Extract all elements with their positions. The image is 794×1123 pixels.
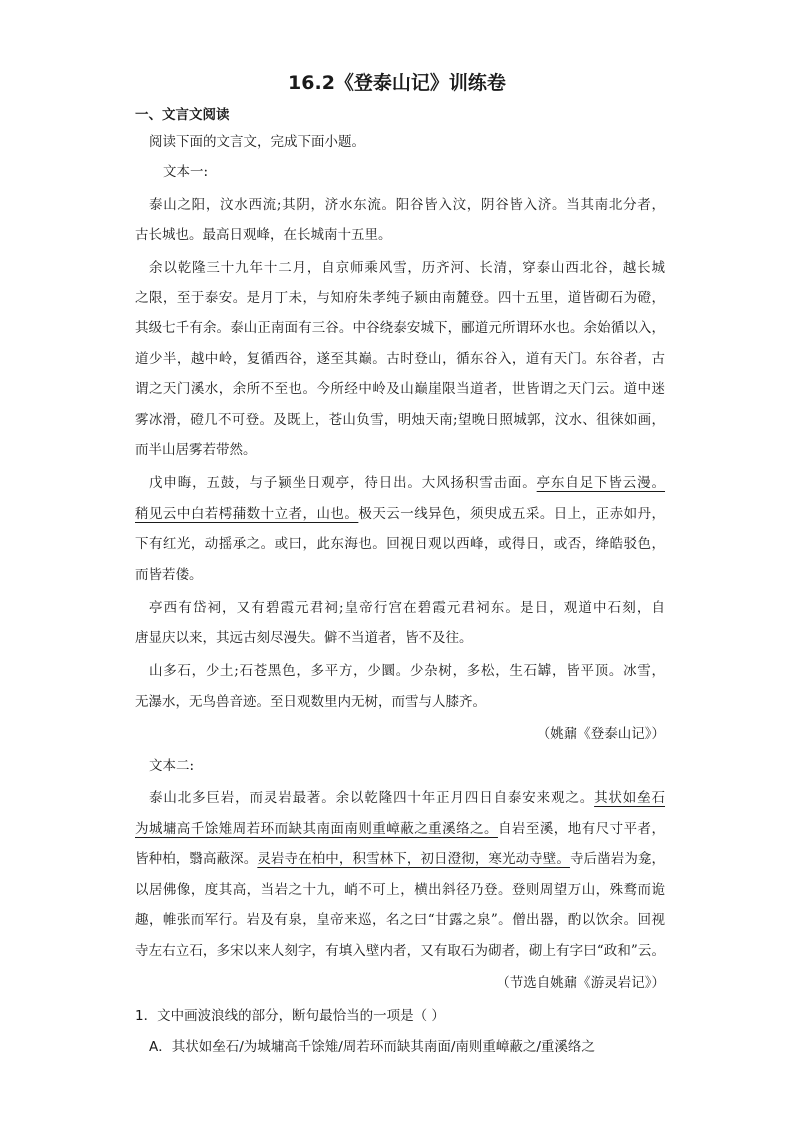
text1-line: 亭西有岱祠，又有碧霞元君祠;皇帝行宫在碧霞元君祠东。是日，观道中石刻，自	[149, 600, 665, 616]
text2-source: （节选自姚鼐《游灵岩记》）	[496, 975, 665, 991]
question-1-stem: 1．文中画波浪线的部分，断句最恰当的一项是（ ）	[135, 1008, 445, 1024]
text1-line: 戊申晦，五鼓，与子颍坐日观亭，待日出。大风扬积雪击面。亭东自足下皆云漫。	[149, 475, 666, 491]
text2-line: 为城墉高千馀雉周若环而缺其南面南则重嶂蔽之重溪络之。自岩至溪，地有尺寸平者，	[135, 821, 666, 837]
underlined-passage: 为城墉高千馀雉周若环而缺其南面南则重嶂蔽之重溪络之。	[135, 821, 498, 837]
underlined-passage: 亭东自足下皆云漫。	[536, 475, 666, 491]
text1-line: 稍见云中白若樗蒱数十立者，山也。极天云一线异色，须臾成五采。日上，正赤如丹，	[135, 506, 666, 522]
text1-line: 余以乾隆三十九年十二月，自京师乘风雪，历齐河、长清，穿泰山西北谷，越长城	[149, 260, 665, 276]
text2-line: 泰山北多巨岩，而灵岩最著。余以乾隆四十年正月四日自泰安来观之。其状如垒石	[149, 790, 666, 806]
text1-line: 谓之天门溪水，余所不至也。今所经中岭及山巅崖限当道者，世皆谓之天门云。道中迷	[135, 381, 665, 397]
text1-line: 雾冰滑，磴几不可登。及既上，苍山负雪，明烛天南;望晚日照城郭，汶水、徂徕如画，	[135, 412, 665, 428]
underlined-passage: 灵岩寺在柏中，积雪林下，初日澄彻，寒光动寺壁。	[257, 851, 570, 867]
text2-line: 趣，帷张而军行。岩及有泉，皇帝来巡，名之曰“甘露之泉”。僧出器，酌以饮余。回视	[135, 912, 665, 928]
text2-line: 寺左右立石，多宋以来人刻字，有填入壁内者，又有取石为砌者，砌上有字曰“政和”云。	[135, 943, 665, 959]
text1-line: 而皆若偻。	[135, 567, 203, 583]
underlined-passage: 其状如垒石	[594, 790, 666, 806]
text1-line: 古长城也。最高日观峰，在长城南十五里。	[135, 227, 392, 243]
text1-line: 泰山之阳，汶水西流;其阴，济水东流。阳谷皆入汶，阴谷皆入济。当其南北分者，	[149, 197, 665, 213]
text1-source: （姚鼐《登泰山记》）	[536, 726, 665, 742]
text1-line: 山多石，少土;石苍黑色，多平方，少圜。少杂树，多松，生石罅，皆平顶。冰雪，	[149, 663, 665, 679]
underlined-passage: 稍见云中白若樗蒱数十立者，山也。	[135, 506, 359, 522]
text1-line: 道少半，越中岭，复循西谷，遂至其巅。古时登山，循东谷入，道有天门。东谷者，古	[135, 351, 665, 367]
section-heading: 一、文言文阅读	[135, 107, 230, 123]
question-1-option-a[interactable]: A．其状如垒石/为城墉高千馀雉/周若环而缺其南面/南则重嶂蔽之/重溪络之	[149, 1039, 595, 1055]
instruction: 阅读下面的文言文，完成下面小题。	[149, 134, 365, 150]
page-title: 16.2《登泰山记》训练卷	[288, 72, 506, 94]
text2-line: 皆种柏，翳高蔽深。灵岩寺在柏中，积雪林下，初日澄彻，寒光动寺壁。寺后凿岩为龛，	[135, 851, 666, 867]
text2-label: 文本二:	[149, 758, 195, 774]
text1-line: 无瀑水，无鸟兽音迹。至日观数里内无树，而雪与人膝齐。	[135, 694, 486, 710]
text1-line: 其级七千有余。泰山正南面有三谷。中谷绕泰安城下，郦道元所谓环水也。余始循以入，	[135, 320, 665, 336]
text1-line: 唐显庆以来，其远古刻尽漫失。僻不当道者，皆不及往。	[135, 630, 473, 646]
text2-line: 以居佛像，度其高，当岩之十九，峭不可上，横出斜径乃登。登则周望万山，殊鹜而诡	[135, 882, 665, 898]
text1-line: 之限，至于泰安。是月丁未，与知府朱孝纯子颍由南麓登。四十五里，道皆砌石为磴，	[135, 290, 665, 306]
text1-line: 下有红光，动摇承之。或曰，此东海也。回视日观以西峰，或得日，或否，绛皓驳色，	[135, 536, 665, 552]
text1-line: 而半山居雾若带然。	[135, 442, 257, 458]
text1-label: 文本一:	[163, 164, 209, 180]
